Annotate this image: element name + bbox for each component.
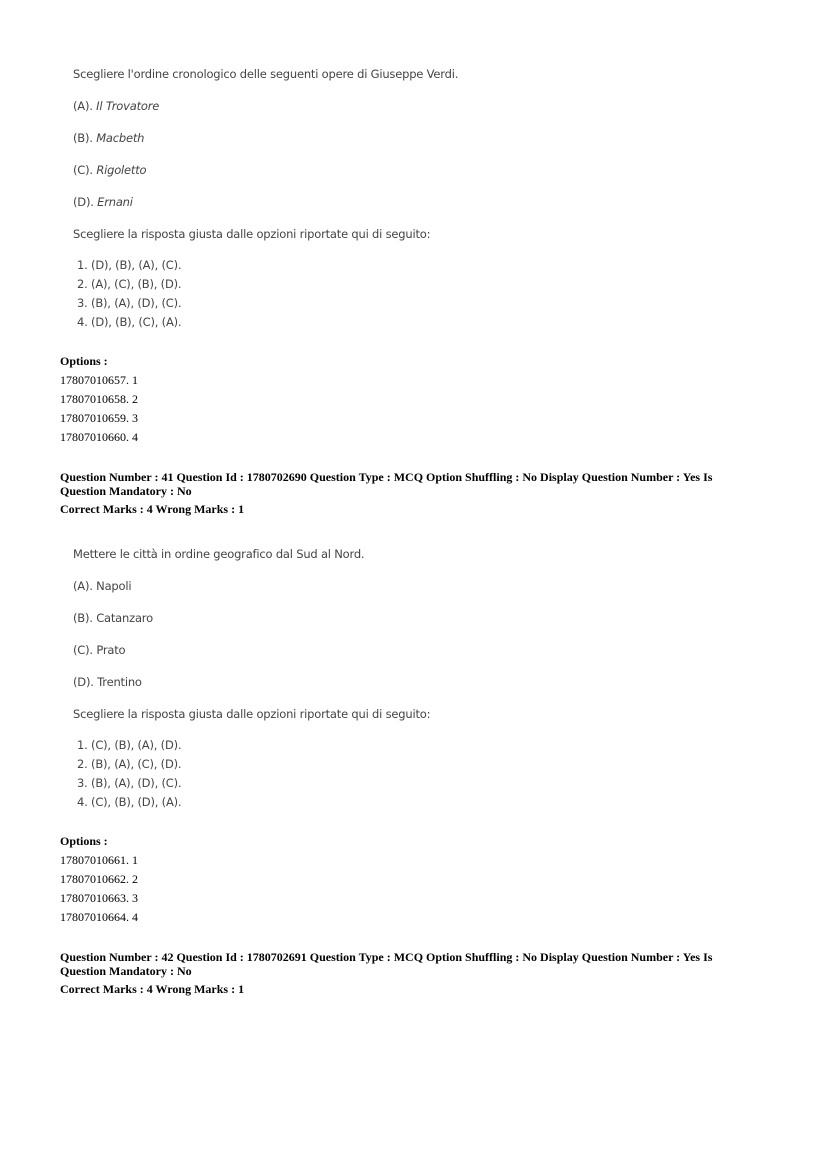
question-41-answer-3: 3. (B), (A), (D), (C). [77,776,182,790]
question-40-item-c: (C). Rigoletto [73,163,147,177]
question-40-item-a: (A). Il Trovatore [73,99,160,113]
question-41-answer-4: 4. (C), (B), (D), (A). [77,795,182,809]
question-40-item-d: (D). Ernani [73,195,133,209]
question-41-answer-1: 1. (C), (B), (A), (D). [77,738,182,752]
question-41-item-c: (C). Prato [73,643,126,657]
question-40-prompt: Scegliere l'ordine cronologico delle seguenti opere di Giuseppe Verdi. [73,67,459,81]
question-41-instruction: Scegliere la risposta giusta dalle opzioni riportate qui di seguito: [73,707,431,721]
option-row: 17807010657. 1 [60,373,138,387]
question-41-prompt: Mettere le città in ordine geografico dal Sud al Nord. [73,547,365,561]
question-40-answer-4: 4. (D), (B), (C), (A). [77,315,182,329]
option-row: 17807010664. 4 [60,910,138,924]
option-row: 17807010662. 2 [60,872,138,886]
question-41-item-d: (D). Trentino [73,675,142,689]
question-42-marks: Correct Marks : 4 Wrong Marks : 1 [60,982,245,996]
option-row: 17807010661. 1 [60,853,138,867]
option-row: 17807010660. 4 [60,430,138,444]
question-41-item-a: (A). Napoli [73,579,132,593]
question-41-item-b: (B). Catanzaro [73,611,153,625]
question-40-answer-1: 1. (D), (B), (A), (C). [77,258,182,272]
question-40-answer-2: 2. (A), (C), (B), (D). [77,277,182,291]
question-40-item-b: (B). Macbeth [73,131,145,145]
question-41-marks: Correct Marks : 4 Wrong Marks : 1 [60,502,245,516]
question-40-answer-3: 3. (B), (A), (D), (C). [77,296,182,310]
options-title: Options : [60,834,108,848]
question-40-instruction: Scegliere la risposta giusta dalle opzioni riportate qui di seguito: [73,227,431,241]
question-42-meta: Question Number : 42 Question Id : 1780702691 Question Type : MCQ Option Shuffling : No Display Question Number : Yes Is Question Mandatory : No [60,950,713,978]
options-title: Options : [60,354,108,368]
question-41-answer-2: 2. (B), (A), (C), (D). [77,757,182,771]
option-row: 17807010663. 3 [60,891,138,905]
option-row: 17807010659. 3 [60,411,138,425]
question-41-meta: Question Number : 41 Question Id : 1780702690 Question Type : MCQ Option Shuffling : No Display Question Number : Yes Is Question Mandatory : No [60,470,713,498]
option-row: 17807010658. 2 [60,392,138,406]
